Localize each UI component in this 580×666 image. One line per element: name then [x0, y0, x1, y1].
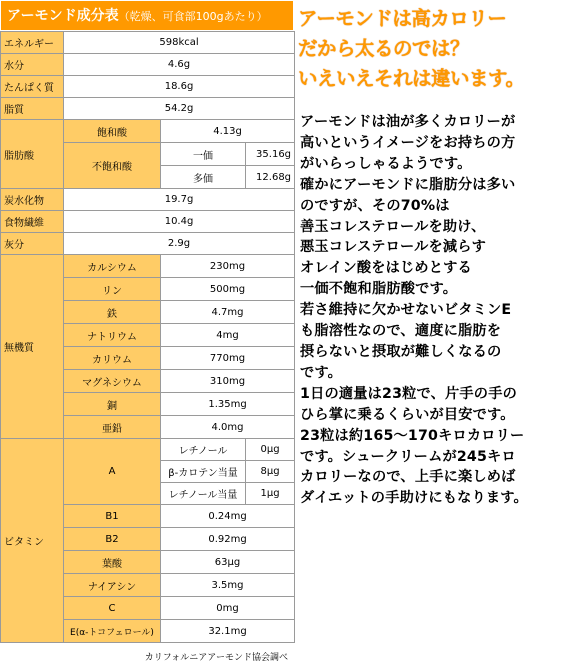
- row-label-poly: 多価: [161, 166, 246, 189]
- vitamin-a-retinol-value: 0μg: [246, 439, 295, 461]
- vitamin-value: 32.1mg: [161, 620, 295, 643]
- row-value-protein: 18.6g: [64, 76, 295, 98]
- mineral-value: 1.35mg: [161, 393, 295, 416]
- mineral-value: 310mg: [161, 370, 295, 393]
- table-row: [1, 76, 295, 98]
- vitamin-a-retinol-eq-value: 1μg: [246, 483, 295, 505]
- body-line: がいらっしゃるようです。: [300, 155, 472, 172]
- nutrition-table-panel: [0, 0, 294, 643]
- row-label-saturated: 飽和酸: [64, 120, 161, 143]
- row-value-ash: 2.9g: [64, 233, 295, 255]
- body-line: も脂溶性なので、適度に脂肪を: [300, 323, 502, 340]
- row-label-water: 水分: [1, 54, 64, 76]
- row-value-carbohydrate: 19.7g: [64, 189, 295, 211]
- mineral-value: 230mg: [161, 255, 295, 278]
- mineral-label: 亜鉛: [64, 416, 161, 439]
- row-label-minerals: 無機質: [1, 255, 64, 439]
- mineral-label: リン: [64, 278, 161, 301]
- headline-line: だから太るのでは？: [298, 37, 470, 60]
- vitamin-label: C: [64, 597, 161, 620]
- vitamin-value: 0mg: [161, 597, 295, 620]
- row-value-lipid: 54.2g: [64, 98, 295, 120]
- row-label-lipid: 脂質: [1, 98, 64, 120]
- mineral-value: 4.7mg: [161, 301, 295, 324]
- source-note: カリフォルニアアーモンド協会調べ: [144, 653, 288, 663]
- vitamin-value: 63μg: [161, 551, 295, 574]
- body-line: オレイン酸をはじめとする: [300, 260, 472, 277]
- table-row: [1, 54, 295, 76]
- row-label-energy: エネルギー: [1, 32, 64, 54]
- headline-line: アーモンドは高カロリー: [298, 7, 507, 30]
- vitamin-label: B1: [64, 505, 161, 528]
- vitamin-a-carotene-value: 8μg: [246, 461, 295, 483]
- vitamin-value: 0.92mg: [161, 528, 295, 551]
- table-row: [1, 439, 295, 461]
- body-line: 若さ維持に欠かせないビタミンE: [300, 302, 512, 319]
- mineral-value: 500mg: [161, 278, 295, 301]
- row-value-mono: 35.16g: [246, 143, 295, 166]
- row-value-energy: 598kcal: [64, 32, 295, 54]
- table-row: [1, 211, 295, 233]
- table-row: [1, 32, 295, 54]
- table-row: [1, 233, 295, 255]
- row-label-vitamins: ビタミン: [1, 439, 64, 643]
- body-line: 一価不飽和脂肪酸です。: [300, 281, 458, 298]
- row-label-carbohydrate: 炭水化物: [1, 189, 64, 211]
- row-value-poly: 12.68g: [246, 166, 295, 189]
- table-title: [0, 0, 294, 31]
- table-row: [1, 189, 295, 211]
- body-line: ダイエットの手助けにもなります。: [300, 490, 528, 507]
- vitamin-a-retinol-label: レチノール: [161, 439, 246, 461]
- body-line: 善玉コレステロールを助け、: [300, 218, 486, 235]
- headline-line: いえいえそれは違います。: [298, 67, 525, 90]
- table-row: [1, 98, 295, 120]
- vitamin-label: 葉酸: [64, 551, 161, 574]
- body-line: です。シュークリームが245キロ: [300, 448, 516, 465]
- vitamin-label: ナイアシン: [64, 574, 161, 597]
- body-line: 悪玉コレステロールを減らす: [300, 239, 487, 256]
- body-line: 23粒は約165～170キロカロリー: [300, 427, 525, 444]
- table-title-note: （乾燥、可食部100gあたり）: [118, 10, 268, 23]
- mineral-value: 4mg: [161, 324, 295, 347]
- body-line: 1日の適量は23粒で、片手の手の: [300, 385, 517, 402]
- body-text: [300, 112, 580, 509]
- vitamin-a-carotene-label: β-カロテン当量: [161, 461, 246, 483]
- row-label-mono: 一価: [161, 143, 246, 166]
- mineral-label: マグネシウム: [64, 370, 161, 393]
- body-line: です。: [300, 364, 343, 381]
- table-title-text: アーモンド成分表: [7, 8, 119, 24]
- mineral-label: ナトリウム: [64, 324, 161, 347]
- vitamin-value: 3.5mg: [161, 574, 295, 597]
- mineral-label: 鉄: [64, 301, 161, 324]
- vitamin-label: E(α-トコフェロール): [64, 620, 161, 643]
- nutrition-table: [0, 31, 295, 643]
- mineral-label: 銅: [64, 393, 161, 416]
- vitamin-label: B2: [64, 528, 161, 551]
- body-line: ひら掌に乗るくらいが目安です。: [300, 406, 515, 423]
- body-line: 確かにアーモンドに脂肪分は多い: [300, 176, 516, 193]
- row-label-fiber: 食物繊維: [1, 211, 64, 233]
- headline: [298, 4, 580, 94]
- mineral-value: 770mg: [161, 347, 295, 370]
- row-label-ash: 灰分: [1, 233, 64, 255]
- row-label-protein: たんぱく質: [1, 76, 64, 98]
- mineral-value: 4.0mg: [161, 416, 295, 439]
- table-row: [1, 255, 295, 278]
- vitamin-value: 0.24mg: [161, 505, 295, 528]
- row-value-water: 4.6g: [64, 54, 295, 76]
- mineral-label: カルシウム: [64, 255, 161, 278]
- body-line: 摂らないと摂取が難しくなるの: [300, 343, 502, 360]
- row-value-saturated: 4.13g: [161, 120, 295, 143]
- body-line: カロリーなので、上手に楽しめば: [300, 469, 516, 486]
- mineral-label: カリウム: [64, 347, 161, 370]
- table-row: [1, 120, 295, 143]
- row-label-unsaturated: 不飽和酸: [64, 143, 161, 189]
- row-value-fiber: 10.4g: [64, 211, 295, 233]
- vitamin-a-retinol-eq-label: レチノール当量: [161, 483, 246, 505]
- row-label-fatty-acid: 脂肪酸: [1, 120, 64, 189]
- body-line: アーモンドは油が多くカロリーが: [300, 114, 516, 130]
- body-line: 高いというイメージをお持ちの方: [300, 134, 516, 151]
- vitamin-a-label: A: [64, 439, 161, 505]
- body-line: のですが、その70%は: [300, 197, 450, 214]
